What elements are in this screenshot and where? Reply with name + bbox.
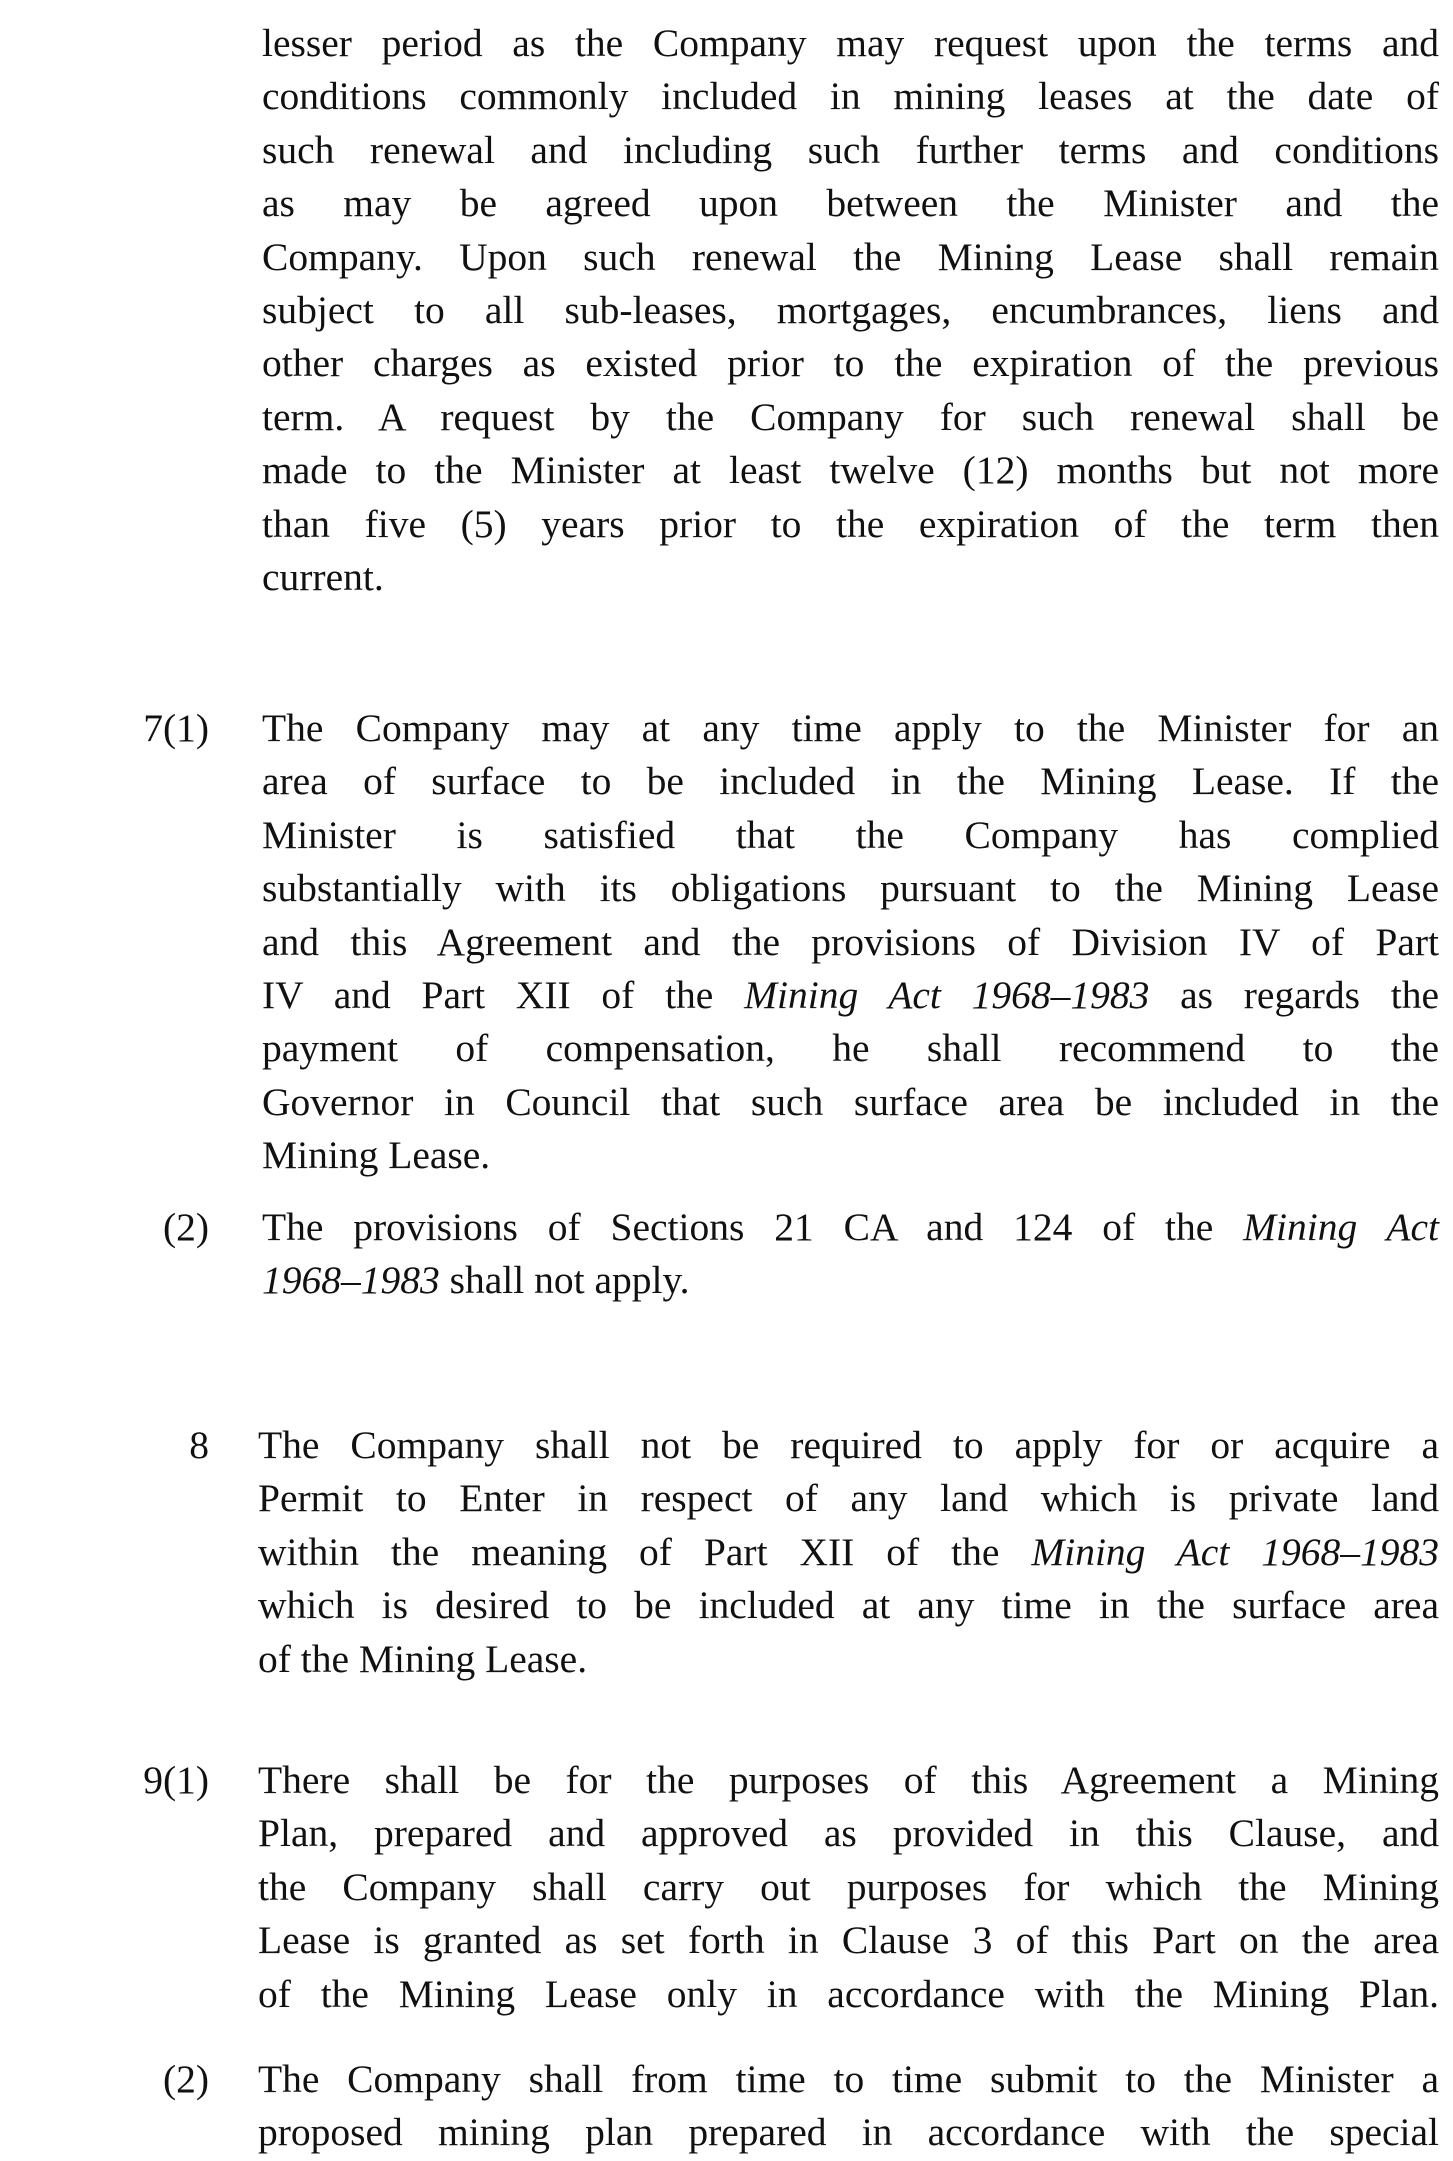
text-line: conditions commonly included in mining leases at the date of — [262, 74, 1439, 119]
clause-number: (2) — [162, 2057, 209, 2101]
text-line: substantially with its obligations pursuant to the Mining Lease — [262, 866, 1439, 911]
text-run: as regards the — [1149, 973, 1439, 1018]
text-line: There shall be for the purposes of this Agreement a Mining — [258, 1758, 1439, 1802]
text-line: such renewal and including such further terms and conditions — [262, 127, 1439, 172]
text-line: as may be agreed upon between the Minister and the — [262, 181, 1439, 226]
text-line: Company. Upon such renewal the Mining Lease shall remain — [262, 234, 1439, 279]
text-line: lesser period as the Company may request upon the terms and — [262, 21, 1439, 65]
text-line: current. — [262, 555, 384, 600]
clause-8-paragraph — [258, 1419, 1439, 1686]
text-line: The Company shall not be required to apply for or acquire a — [258, 1423, 1439, 1467]
text-line: than five (5) years prior to the expiration of the term then — [262, 501, 1439, 546]
text-line: The Company may at any time apply to the Minister for an — [262, 706, 1439, 750]
text-line: Mining Lease. — [262, 1133, 491, 1178]
text-line: Permit to Enter in respect of any land which is private land — [258, 1476, 1439, 1521]
text-line: The Company shall from time to time submit to the Minister a — [258, 2057, 1439, 2101]
text-line — [262, 1201, 1439, 1254]
clause-number: 7(1) — [143, 706, 209, 750]
text-line: and this Agreement and the provisions of Division IV of Part — [262, 919, 1439, 964]
text-line: area of surface to be included in the Mining Lease. If the — [262, 759, 1439, 804]
text-run: shall not apply. — [439, 1258, 690, 1303]
text-line: proposed mining plan prepared in accordance with the special — [258, 2110, 1439, 2155]
text-line: of the Mining Lease. — [258, 1636, 588, 1681]
text-line — [258, 1526, 1439, 1579]
clause-9-2-paragraph — [258, 2053, 1439, 2160]
clause-7-2-paragraph — [262, 1201, 1439, 1308]
text-line: subject to all sub-leases, mortgages, encumbrances, liens and — [262, 288, 1439, 333]
text-line: Minister is satisfied that the Company has complied — [262, 812, 1439, 857]
text-line: term. A request by the Company for such renewal shall be — [262, 394, 1439, 439]
text-line: other charges as existed prior to the expiration of the previous — [262, 341, 1439, 386]
clause-7-1-paragraph — [262, 702, 1439, 1183]
text-line — [262, 969, 1439, 1022]
text-run: IV and Part XII of the — [262, 973, 745, 1018]
text-run: within the meaning of Part XII of the — [258, 1529, 1032, 1574]
text-run: The provisions of Sections 21 CA and 124 of the — [262, 1205, 1244, 1249]
act-title: 1968–1983 — [262, 1258, 440, 1303]
act-title: Mining Act — [1243, 1205, 1439, 1249]
clause-number: 9(1) — [143, 1758, 209, 1802]
text-line: the Company shall carry out purposes for which the Mining — [258, 1864, 1439, 1909]
continuation-paragraph — [262, 17, 1439, 604]
clause-number: (2) — [162, 1205, 209, 1249]
text-line: payment of compensation, he shall recommend to the — [262, 1026, 1439, 1071]
text-line: Lease is granted as set forth in Clause 3 of this Part on the area — [258, 1918, 1439, 1963]
text-line: of the Mining Lease only in accordance with the Mining Plan. — [258, 1971, 1439, 2016]
text-line — [262, 1254, 1439, 1307]
text-line: Plan, prepared and approved as provided in this Clause, and — [258, 1811, 1439, 1856]
text-line: Governor in Council that such surface area be included in the — [262, 1079, 1439, 1124]
act-title: Mining Act 1968–1983 — [744, 973, 1150, 1018]
act-title: Mining Act 1968–1983 — [1031, 1529, 1439, 1574]
clause-9-1-paragraph — [258, 1754, 1439, 2021]
text-line: which is desired to be included at any time in the surface area — [258, 1583, 1439, 1628]
text-line: made to the Minister at least twelve (12) months but not more — [262, 448, 1439, 493]
clause-number: 8 — [189, 1423, 209, 1467]
